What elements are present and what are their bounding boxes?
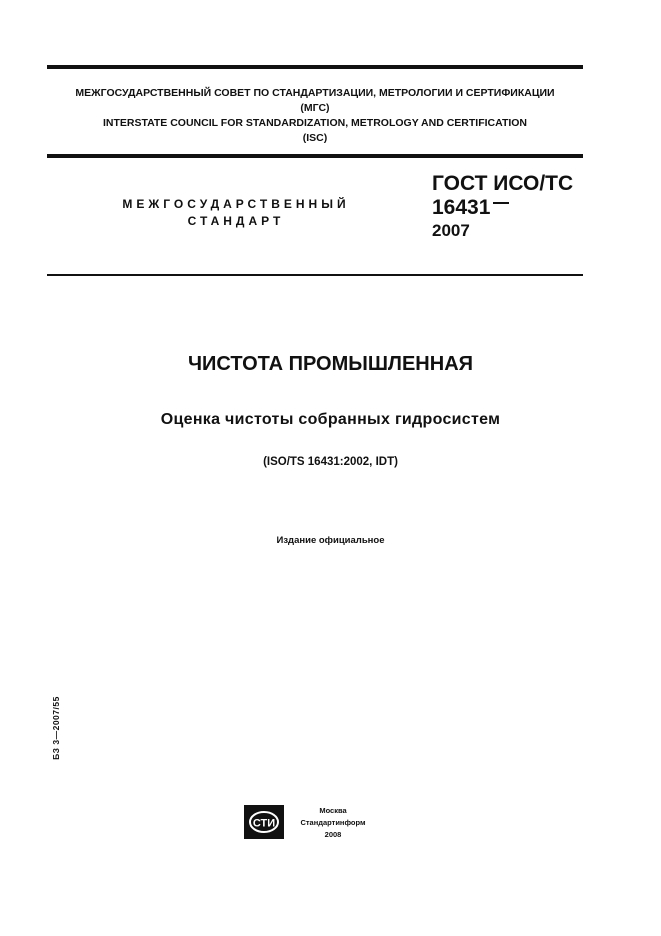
standartinform-logo-icon bbox=[244, 805, 284, 839]
publisher-block bbox=[290, 805, 376, 841]
designation-dash bbox=[493, 202, 509, 204]
standard-type-line1: МЕЖГОСУДАРСТВЕННЫЙ bbox=[122, 197, 350, 211]
publisher-city: Москва bbox=[319, 806, 347, 815]
designation-line1: ГОСТ ИСО/ТС bbox=[432, 172, 574, 195]
standard-designation bbox=[432, 172, 573, 242]
council-en-line: INTERSTATE COUNCIL FOR STANDARDIZATION, METROLOGY AND CERTIFICATION bbox=[102, 117, 528, 129]
council-ru-abbr: (МГС) bbox=[300, 102, 330, 114]
publisher-year: 2008 bbox=[324, 830, 342, 839]
iso-reference: (ISO/TS 16431:2002, IDT) bbox=[263, 456, 398, 468]
edition-label: Издание официальное bbox=[276, 535, 385, 546]
document-title: ЧИСТОТА ПРОМЫШЛЕННАЯ bbox=[187, 353, 474, 375]
thin-rule bbox=[47, 274, 583, 276]
top-rule bbox=[47, 65, 583, 69]
standard-type bbox=[100, 196, 372, 230]
logo-text: СТИ bbox=[252, 817, 276, 830]
publisher-name: Стандартинформ bbox=[300, 818, 366, 827]
council-header bbox=[47, 86, 583, 146]
council-en-abbr: (ISC) bbox=[302, 132, 328, 144]
middle-rule bbox=[47, 154, 583, 158]
standard-type-line2: СТАНДАРТ bbox=[187, 214, 285, 228]
side-code: БЗ 3—2007/55 bbox=[51, 696, 61, 760]
document-subtitle: Оценка чистоты собранных гидросистем bbox=[160, 411, 501, 428]
designation-number: 16431 bbox=[432, 196, 491, 219]
council-ru-line: МЕЖГОСУДАРСТВЕННЫЙ СОВЕТ ПО СТАНДАРТИЗАЦИИ, МЕТРОЛОГИИ И СЕРТИФИКАЦИИ bbox=[75, 87, 555, 99]
designation-year: 2007 bbox=[432, 221, 470, 240]
